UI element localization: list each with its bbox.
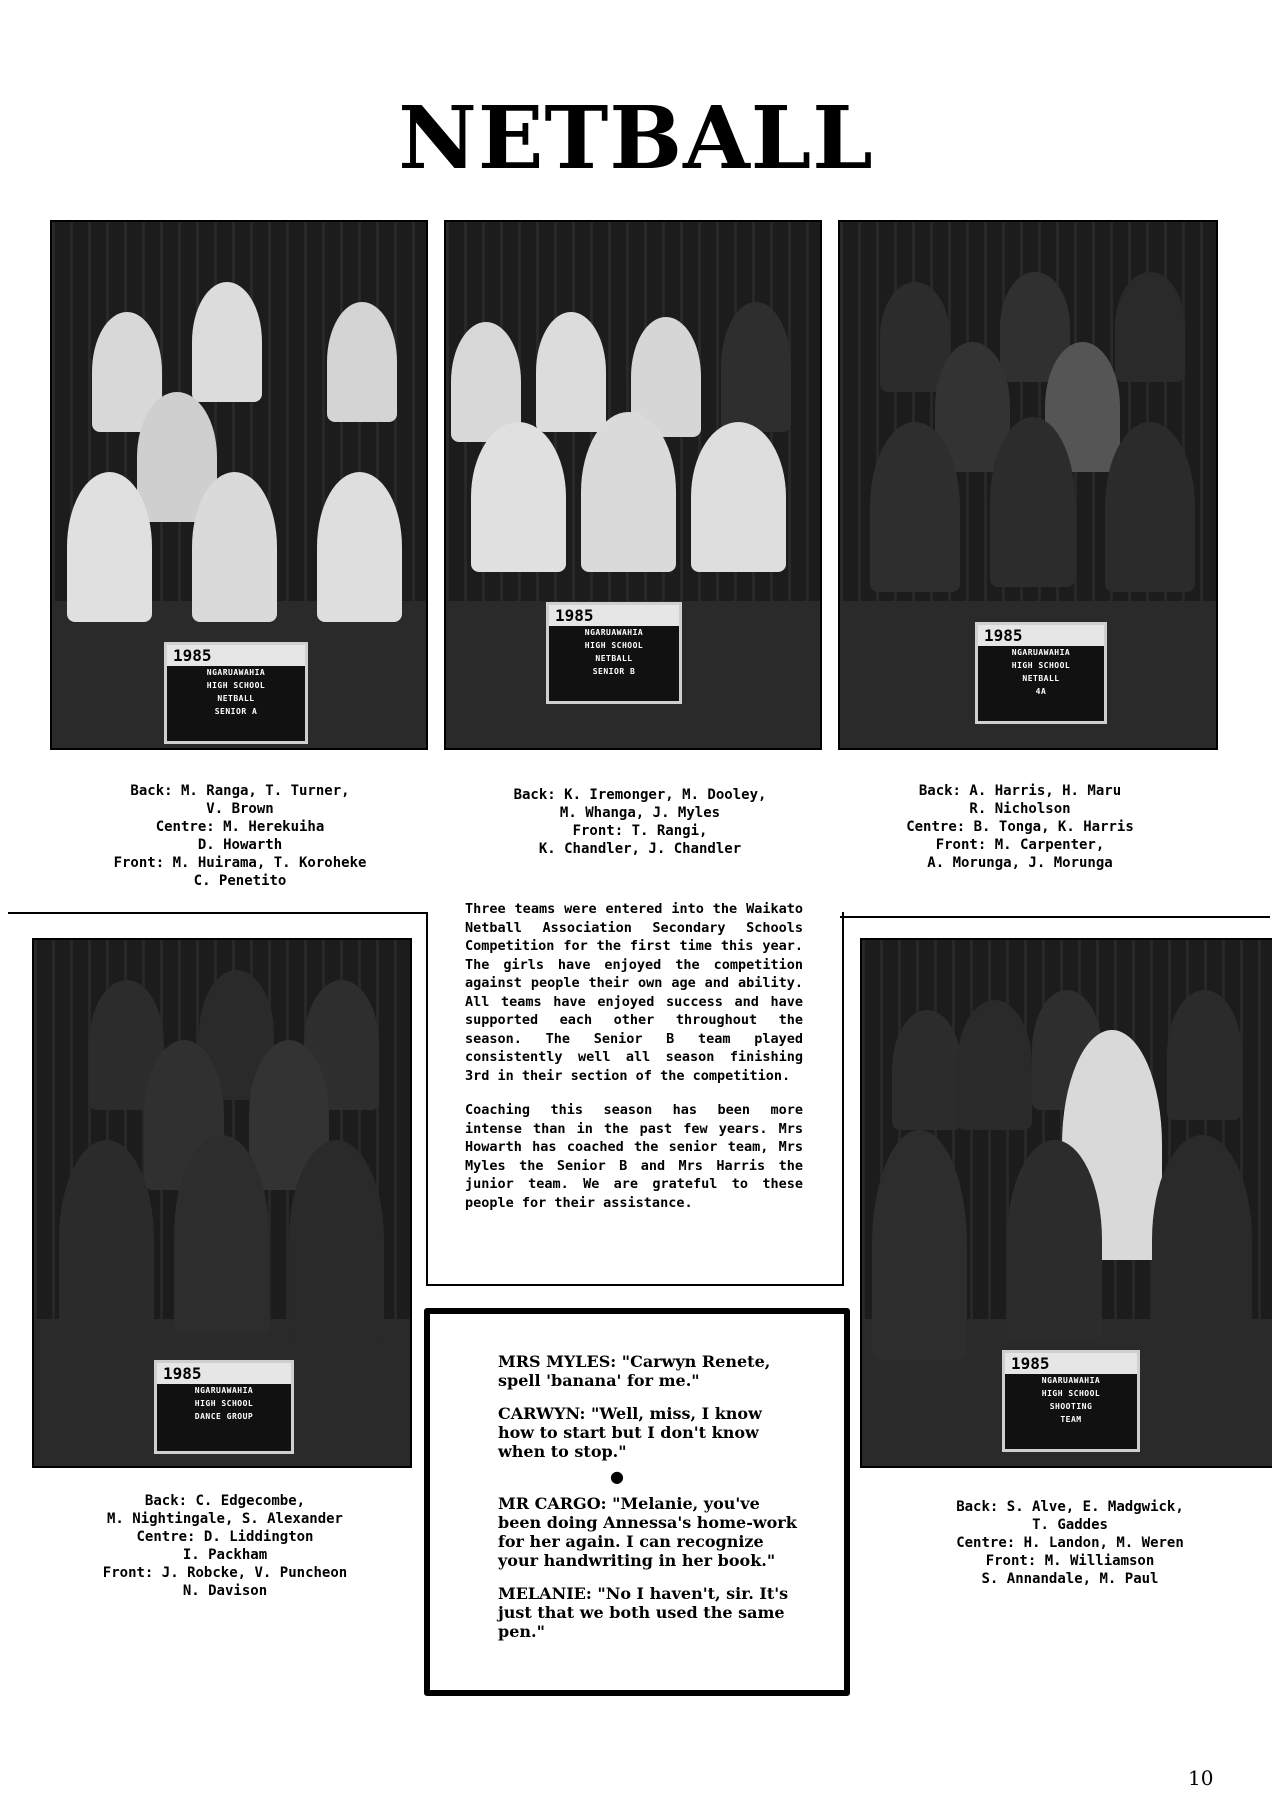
- caption-line: C. Penetito: [193, 873, 287, 889]
- caption-line: N. Davison: [182, 1583, 268, 1599]
- player-figure: [471, 422, 566, 572]
- caption-line: Front: J. Robcke, V. Puncheon: [102, 1565, 348, 1581]
- caption-line: K. Chandler, J. Chandler: [538, 841, 742, 857]
- player-figure: [691, 422, 786, 572]
- plaque-line: NGARUAWAHIA: [1011, 648, 1071, 657]
- plaque-line: NGARUAWAHIA: [194, 1386, 254, 1395]
- caption-team-4a: [840, 782, 1200, 872]
- plaque-year: 1985: [549, 605, 679, 626]
- caption-line: Back: K. Iremonger, M. Dooley,: [513, 787, 767, 803]
- article-paragraph-2: Coaching this season has been more intense than in the past few years. Mrs Howarth has coached the senior team, Mrs Myles the Senior B and Mrs Harris the junior team. We are grateful to these people for their assistance.: [465, 1102, 803, 1211]
- member-figure: [892, 1010, 962, 1130]
- quote-2: CARWYN: "Well, miss, I know how to start but I don't know when to stop.": [498, 1404, 762, 1461]
- player-figure: [317, 472, 402, 622]
- plaque-line: HIGH SCHOOL: [194, 1399, 254, 1408]
- member-figure: [1152, 1135, 1252, 1345]
- caption-line: Back: C. Edgecombe,: [144, 1493, 306, 1509]
- caption-line: A. Morunga, J. Morunga: [927, 855, 1113, 871]
- player-figure: [192, 472, 277, 622]
- caption-line: Back: M. Ranga, T. Turner,: [130, 783, 350, 799]
- caption-line: Front: M. Williamson: [985, 1553, 1155, 1569]
- caption-dance-group: [40, 1492, 410, 1600]
- plaque-year: 1985: [1005, 1353, 1137, 1374]
- player-figure: [1115, 272, 1185, 382]
- member-figure: [174, 1135, 269, 1335]
- caption-line: S. Annandale, M. Paul: [981, 1571, 1159, 1587]
- caption-line: D. Howarth: [197, 837, 283, 853]
- quote-separator-bullet: ●: [610, 1467, 624, 1486]
- quote-4: MELANIE: "No I haven't, sir. It's just that we both used the same pen.": [498, 1584, 789, 1641]
- plaque-line: HIGH SCHOOL: [1011, 661, 1071, 670]
- caption-line: Back: A. Harris, H. Maru: [918, 783, 1122, 799]
- caption-senior-a: [60, 782, 420, 890]
- article-paragraph-1: Three teams were entered into the Waikato Netball Association Secondary Schools Competition for the first time this year. The girls have enjoyed the competition against people their own age and ability. All teams have enjoyed success and have supported each other throughout the season. The Senior B team played consistently well all season finishing 3rd in their section of the competition.: [465, 901, 803, 1084]
- plaque-line: HIGH SCHOOL: [1041, 1389, 1101, 1398]
- caption-line: R. Nicholson: [969, 801, 1071, 817]
- plaque-line: 4A: [1035, 687, 1047, 696]
- player-figure: [327, 302, 397, 422]
- member-figure: [289, 1140, 384, 1340]
- plaque-line: NGARUAWAHIA: [1041, 1376, 1101, 1385]
- caption-line: Front: T. Rangi,: [572, 823, 708, 839]
- plaque-line: TEAM: [1060, 1415, 1082, 1424]
- player-figure: [67, 472, 152, 622]
- plaque: [1002, 1350, 1140, 1452]
- caption-line: Centre: H. Landon, M. Weren: [956, 1535, 1184, 1551]
- caption-line: I. Packham: [182, 1547, 268, 1563]
- caption-line: Front: M. Huirama, T. Koroheke: [113, 855, 367, 871]
- photo-senior-a: [50, 220, 428, 750]
- caption-line: Centre: D. Liddington: [136, 1529, 314, 1545]
- quote-3: MR CARGO: "Melanie, you've been doing Annessa's home-work for her again. I can recognize your handwriting in her book.": [498, 1494, 797, 1570]
- photo-senior-b: [444, 220, 822, 750]
- plaque-line: NGARUAWAHIA: [206, 668, 266, 677]
- caption-line: V. Brown: [206, 801, 274, 817]
- member-figure: [957, 1000, 1032, 1130]
- plaque: [975, 622, 1107, 724]
- plaque-line: HIGH SCHOOL: [206, 681, 266, 690]
- photo-shooting-team: [860, 938, 1272, 1468]
- plaque: [154, 1360, 294, 1454]
- plaque: [546, 602, 682, 704]
- plaque-year: 1985: [167, 645, 305, 666]
- player-figure: [990, 417, 1075, 587]
- member-figure: [1167, 990, 1242, 1120]
- plaque-line: NETBALL: [1022, 674, 1060, 683]
- caption-line: M. Nightingale, S. Alexander: [106, 1511, 343, 1527]
- player-figure: [192, 282, 262, 402]
- caption-senior-b: [460, 786, 820, 858]
- divider-line-left: [8, 912, 426, 914]
- plaque-line: SENIOR B: [592, 667, 636, 676]
- caption-line: Centre: B. Tonga, K. Harris: [906, 819, 1134, 835]
- plaque-line: SHOOTING: [1049, 1402, 1093, 1411]
- caption-shooting-team: [890, 1498, 1250, 1588]
- caption-line: Back: S. Alve, E. Madgwick,: [956, 1499, 1184, 1515]
- member-figure: [59, 1140, 154, 1340]
- plaque-year: 1985: [157, 1363, 291, 1384]
- caption-line: M. Whanga, J. Myles: [559, 805, 721, 821]
- quote-1: MRS MYLES: "Carwyn Renete, spell 'banana' for me.": [498, 1352, 771, 1390]
- article-text: [465, 900, 803, 1228]
- divider-line-right: [840, 916, 1270, 918]
- plaque: [164, 642, 308, 744]
- photo-dance-group: [32, 938, 412, 1468]
- caption-line: Centre: M. Herekuiha: [155, 819, 325, 835]
- player-figure: [1105, 422, 1195, 592]
- player-figure: [721, 302, 791, 432]
- plaque-line: SENIOR A: [214, 707, 258, 716]
- plaque-line: NETBALL: [595, 654, 633, 663]
- plaque-line: HIGH SCHOOL: [584, 641, 644, 650]
- player-figure: [536, 312, 606, 432]
- page-number: 1⁠0: [1188, 1766, 1214, 1790]
- plaque-line: NETBALL: [217, 694, 255, 703]
- plaque-year: 1985: [978, 625, 1104, 646]
- page-title: NETBALL: [398, 88, 874, 189]
- member-figure: [872, 1130, 967, 1360]
- member-figure: [1007, 1140, 1102, 1340]
- caption-line: T. Gaddes: [1032, 1517, 1108, 1533]
- plaque-line: NGARUAWAHIA: [584, 628, 644, 637]
- plaque-line: DANCE GROUP: [194, 1412, 254, 1421]
- quotes-text: [498, 1352, 798, 1641]
- caption-line: Front: M. Carpenter,: [935, 837, 1105, 853]
- player-figure: [870, 422, 960, 592]
- player-figure: [581, 412, 676, 572]
- photo-team-4a: [838, 220, 1218, 750]
